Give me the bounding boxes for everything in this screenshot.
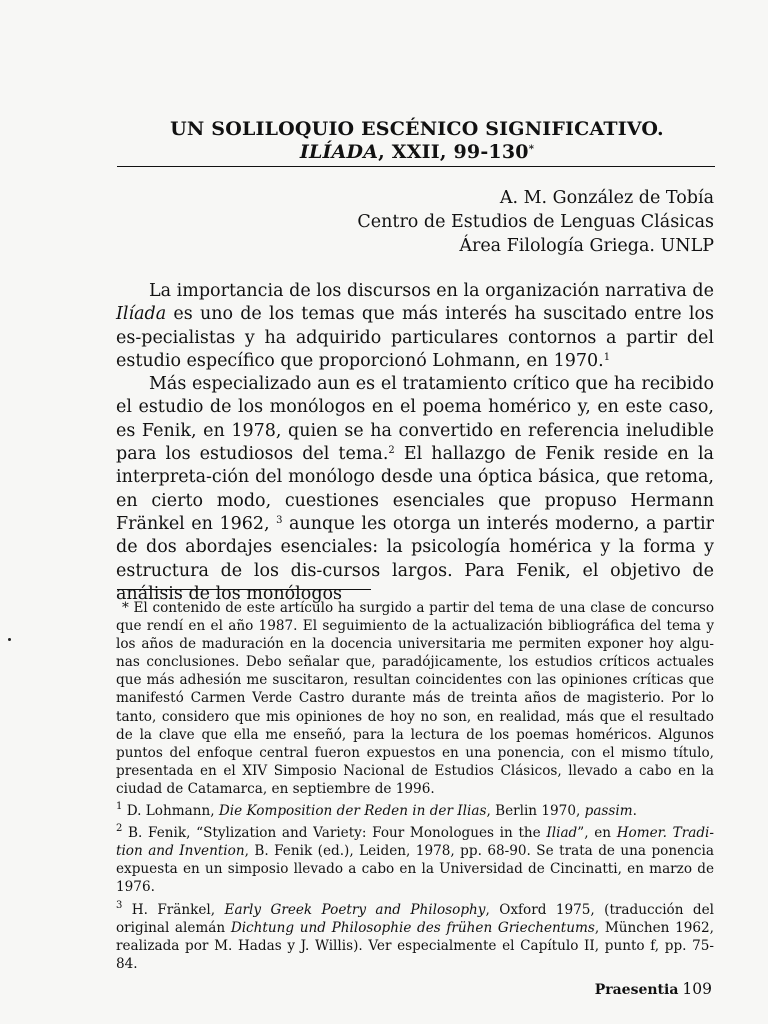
p2-text-c: aunque les otorga un interés moderno, a partir de dos abordajes esenciales: la psicología homérica y la forma y estructura de los dis-cursos largos. Para Fenik, el objetivo de análisis de los monólogos — [116, 513, 715, 604]
title-rule — [117, 166, 715, 167]
footnote-1-italic: Die Komposition der Reden in der Ilias — [218, 803, 487, 820]
footnote-3-italic-2: Dichtung und Philosophie des frühen Griechentums — [230, 919, 595, 936]
page-number: 109 — [682, 980, 712, 998]
footnote-1-text-c: . — [632, 803, 637, 820]
footnotes — [116, 599, 714, 977]
footnote-star — [116, 599, 714, 798]
footnote-2-text-a: B. Fenik, “Stylization and Variety: Four Monologues in the — [122, 825, 547, 842]
title-footnote-mark: * — [528, 144, 535, 155]
footnote-3-italic: Early Greek Poetry and Philosophy — [224, 901, 486, 918]
p1-text-a: La importancia de los discursos en la organización narrativa de — [149, 281, 714, 301]
title-line-2 — [120, 141, 714, 164]
p1-italic: Ilíada — [116, 304, 167, 325]
footnote-3 — [116, 901, 714, 973]
paragraph-2 — [116, 373, 714, 606]
body-text — [116, 280, 714, 606]
margin-mark — [8, 638, 11, 641]
p2-text-b: El hallazgo de Fenik reside en la interpreta-ción del monólogo desde una óptica básica, que retoma, en cierto modo, cuestiones esenciales que propuso Hermann Fränkel en 1962, — [116, 444, 714, 534]
footnote-rule — [117, 589, 371, 590]
footnote-2-italic: Iliad — [546, 825, 578, 842]
footnote-1-text-b: , Berlin 1970, — [486, 803, 585, 820]
paragraph-1 — [116, 280, 714, 373]
footnote-3-text-a: H. Fränkel, — [122, 901, 225, 918]
footnote-ref-1: 1 — [603, 351, 611, 363]
footnote-1-text-a: D. Lohmann, — [122, 803, 219, 820]
footnote-ref-3: 3 — [276, 514, 283, 526]
author-department: Área Filología Griega. UNLP — [459, 236, 714, 256]
footnote-3-text-b: , Oxford 1975, (traducción del original alemán — [116, 901, 714, 936]
footnote-3-text-c: , München 1962, realizada por M. Hadas y J. Willis). Ver especialmente el Capítulo II, punto f, pp. 75-84. — [116, 919, 714, 972]
footnote-2-italic-2: Homer. Tradi-tion and Invention — [116, 825, 714, 860]
footnote-star-text: El contenido de este artículo ha surgido a partir del tema de una clase de concurso que rendí en el año 1987. El seguimiento de la actualización bibliográfica del tema y los años de maduración en la docencia universitaria me permiten exponer hoy algu-nas conclusiones. Debo señalar que, paradójicamente, los estudios críticos actuales que más adhesión me suscitaron, resultan coincidentes con las opiniones críticas que manifestó Carmen Verde Castro durante más de treinta años de magisterio. Por lo tanto, considero que mis opiniones de hoy no son, en realidad, más que el resultado de la clave que ella me enseñó, para la lectura de los poemas homéricos. Algunos puntos del enfoque central fueron expuestos en una ponencia, con el mismo título, presentada en el XIV Simposio Nacional de Estudios Clásicos, llevado a cabo en la ciudad de Catamarca, en septiembre de 1996. — [116, 600, 714, 797]
footnote-2-number: 2 — [116, 823, 123, 835]
footnote-3-number: 3 — [116, 899, 123, 911]
footnote-2-text-b: ”, en — [577, 825, 617, 842]
article-title — [120, 118, 714, 164]
footnote-1 — [116, 802, 714, 820]
footnote-2-text-c: , B. Fenik (ed.), Leiden, 1978, pp. 68-90. Se trata de una ponencia expuesta en un simposio llevado a cabo en la Universidad de Cincinatti, en marzo de 1976. — [116, 843, 714, 896]
author-name: A. M. González de Tobía — [499, 188, 714, 208]
title-verses: , XXII, 99-130 — [378, 141, 529, 163]
footnote-1-italic-2: passim — [584, 803, 633, 820]
p2-text-a: Más especializado aun es el tratamiento crítico que ha recibido el estudio de los monólogos en el poema homérico y, en este caso, es Fenik, en 1978, quien se ha convertido en referencia ineludible para los estudiosos del tema. — [116, 374, 714, 465]
title-line-1: UN SOLILOQUIO ESCÉNICO SIGNIFICATIVO. — [170, 118, 664, 140]
p1-text-b: es uno de los temas que más interés ha suscitado entre los es-pecialistas y ha adquirido particulares contornos a partir del estudio específico que proporcionó Lohmann, en 1970. — [116, 304, 714, 371]
footnote-ref-2: 2 — [388, 445, 395, 457]
footnote-star-mark: * — [122, 600, 129, 616]
author-affiliation: Centro de Estudios de Lenguas Clásicas — [357, 212, 714, 232]
footnote-1-number: 1 — [116, 801, 123, 813]
footnote-2 — [116, 824, 714, 896]
title-work-italic: ILÍADA — [299, 141, 379, 163]
page-footer — [595, 980, 712, 998]
journal-name: Praesentia — [594, 982, 679, 998]
author-block — [300, 186, 714, 258]
